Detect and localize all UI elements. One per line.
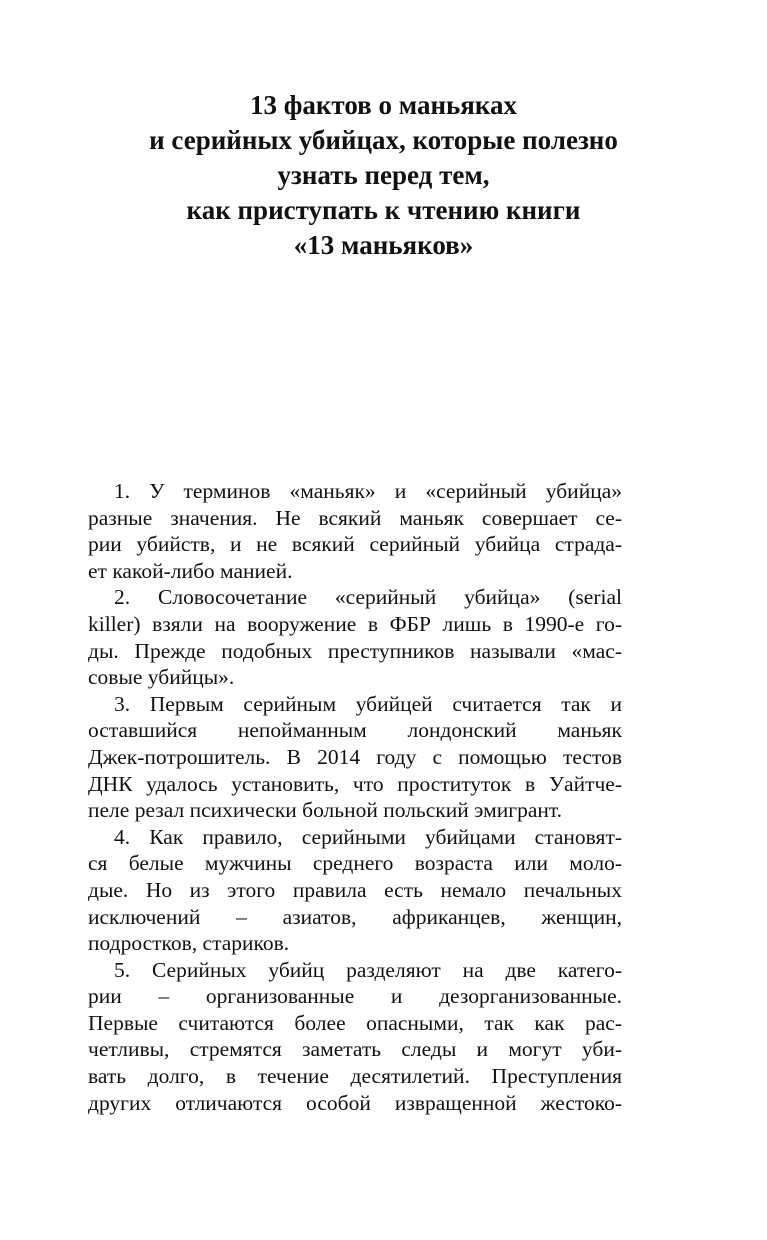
text-line: четливы, стремятся заметать следы и могут уби- [88,1037,622,1062]
text-line: ся белые мужчины среднего возраста или моло- [88,851,622,876]
text-line: 1. У терминов «маньяк» и «серийный убийца» [114,479,622,503]
text-line: 2. Словосочетание «серийный убийца» (serial [114,585,622,610]
text-line: Джек-потрошитель. В 2014 году с помощью тестов [88,744,622,769]
text-line: рии – организованные и дезорганизованные. [88,984,622,1009]
text-line: подростков, стариков. [88,931,290,956]
title-line: узнать перед тем, [277,160,490,190]
text-line: рии убийств, и не всякий серийный убийца страда- [88,532,622,557]
text-line: 3. Первым серийным убийцей считается так и [114,691,622,716]
text-line: ДНК удалось установить, что проституток в Уайтче- [88,771,622,796]
text-line: исключений – азиатов, африканцев, женщин, [88,904,622,929]
text-line: других отличаются особой извращенной жестоко- [88,1090,622,1115]
text-line: вать долго, в течение десятилетий. Преступления [88,1064,622,1089]
text-line: совые убийцы». [88,665,235,690]
title-line: 13 фактов о маньяках [249,90,518,120]
text-line: оставшийся непойманным лондонский маньяк [88,718,622,743]
text-line: killer) взяли на вооружение в ФБР лишь в 1990-е го- [88,611,622,636]
chapter-title [60,88,707,263]
title-line: и серийных убийцах, которые полезно [149,125,618,155]
text-line: разные значения. Не всякий маньяк совершает се- [88,505,622,530]
title-line: как приступать к чтению книги [186,195,581,225]
text-line: пеле резал психически больной польский эмигрант. [88,798,563,823]
text-line: ды. Прежде подобных преступников называли «мас- [88,638,622,663]
title-line: «13 маньяков» [293,230,474,260]
text-line: 4. Как правило, серийными убийцами становят- [114,824,622,849]
text-line: Первые считаются более опасными, так как рас- [88,1010,622,1035]
body-text [88,478,622,1116]
text-line: 5. Серийных убийц разделяют на две катего- [114,957,622,982]
text-line: дые. Но из этого правила есть немало печальных [88,877,622,902]
text-line: ет какой-либо манией. [88,558,293,583]
